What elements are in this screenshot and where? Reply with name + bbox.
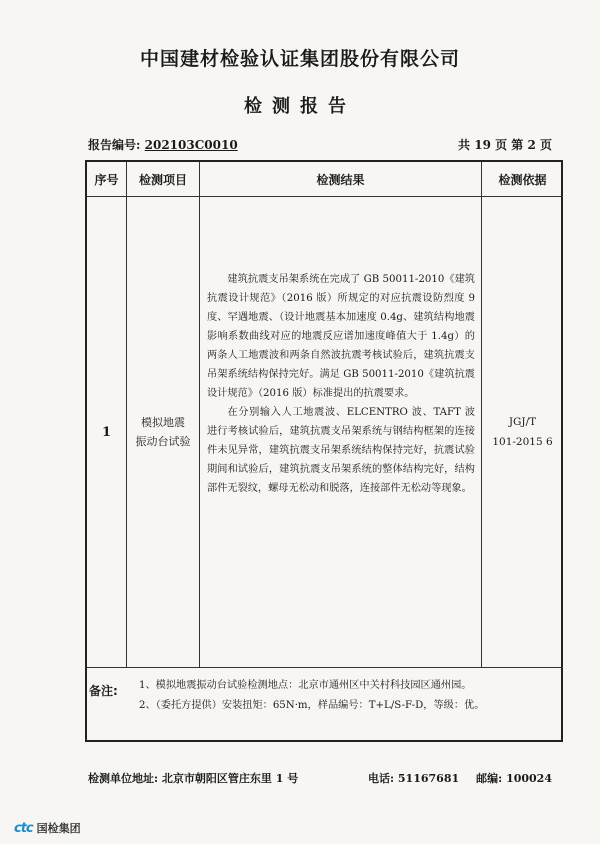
address-label: 检测单位地址: [88,772,159,785]
header-basis: 检测依据 [498,172,547,187]
report-meta [88,136,552,154]
header-result: 检测结果 [316,172,365,187]
row-item-line: 模拟地震 [141,416,185,429]
header-seq: 序号 [94,172,119,187]
row-basis-line: JGJ/T [508,416,537,428]
remarks-list [139,676,559,716]
report-number-value: 202103C0010 [144,138,238,152]
row-basis-line: 101-2015 6 [492,436,553,448]
report-title: 检测报告 [244,96,356,117]
row-item [127,197,199,667]
company-logo [14,820,81,836]
row-seq: 1 [101,424,112,440]
results-table [85,160,563,742]
remarks-divider [87,667,563,668]
lab-postcode [476,770,552,786]
phone-label: 电话: [368,772,395,785]
row-basis [482,197,563,667]
row-item-line: 振动台试验 [135,435,191,448]
phone-value: 51167681 [397,772,460,785]
row-result [207,270,475,498]
remark-item: 1、模拟地震振动台试验检测地点：北京市通州区中关村科技园区通州园。 [139,680,472,691]
logo-name: 国检集团 [36,822,81,835]
report-number-label: 报告编号: [88,138,141,152]
lab-address [88,770,298,786]
lab-contact [88,770,552,788]
result-paragraph: 在分别输入人工地震波、ELCENTRO 波、TAFT 波进行考核试验后，建筑抗震支吊架系统与钢结构框架的连接件未见异常，建筑抗震支吊架系统结构保持完好，抗震试验期间和试验后，建筑抗震支吊架系统的整体结构完好，结构部件无裂纹，螺母无松动和脱落，连接部件无松动等现象。 [207,407,475,494]
header-item: 检测项目 [138,172,187,187]
column-divider [199,162,200,667]
organization-name: 中国建材检验认证集团股份有限公司 [139,48,460,70]
page-info: 共 19 页 第 2 页 [458,138,552,152]
remarks-label: 备注: [89,683,118,698]
address-value: 北京市朝阳区管庄东里 1 号 [161,772,299,785]
result-paragraph: 建筑抗震支吊架系统在完成了 GB 50011-2010《建筑抗震设计规范》（2016 版）所规定的对应抗震设防烈度 9 度、罕遇地震、（设计地震基本加速度 0.4g、建筑结构地震影响系数曲线对应的地震反应谱加速度峰值大于 1.4g）的两条人工地震波和两条自然波抗震考核试验后，建筑抗震支吊架系统结构保持完好。满足 GB 50011-2010《建筑抗震设计规范》（2016 版）标准提出的抗震要求。 [207,274,475,399]
postcode-value: 100024 [506,772,552,785]
report-number [88,136,238,153]
remark-item: 2、（委托方提供）安装扭矩：65N·m，样品编号：T+L/S-F-D，等级：优。 [139,700,485,711]
lab-phone [368,770,459,786]
logo-mark: ctc [14,820,33,836]
postcode-label: 邮编: [476,772,503,785]
